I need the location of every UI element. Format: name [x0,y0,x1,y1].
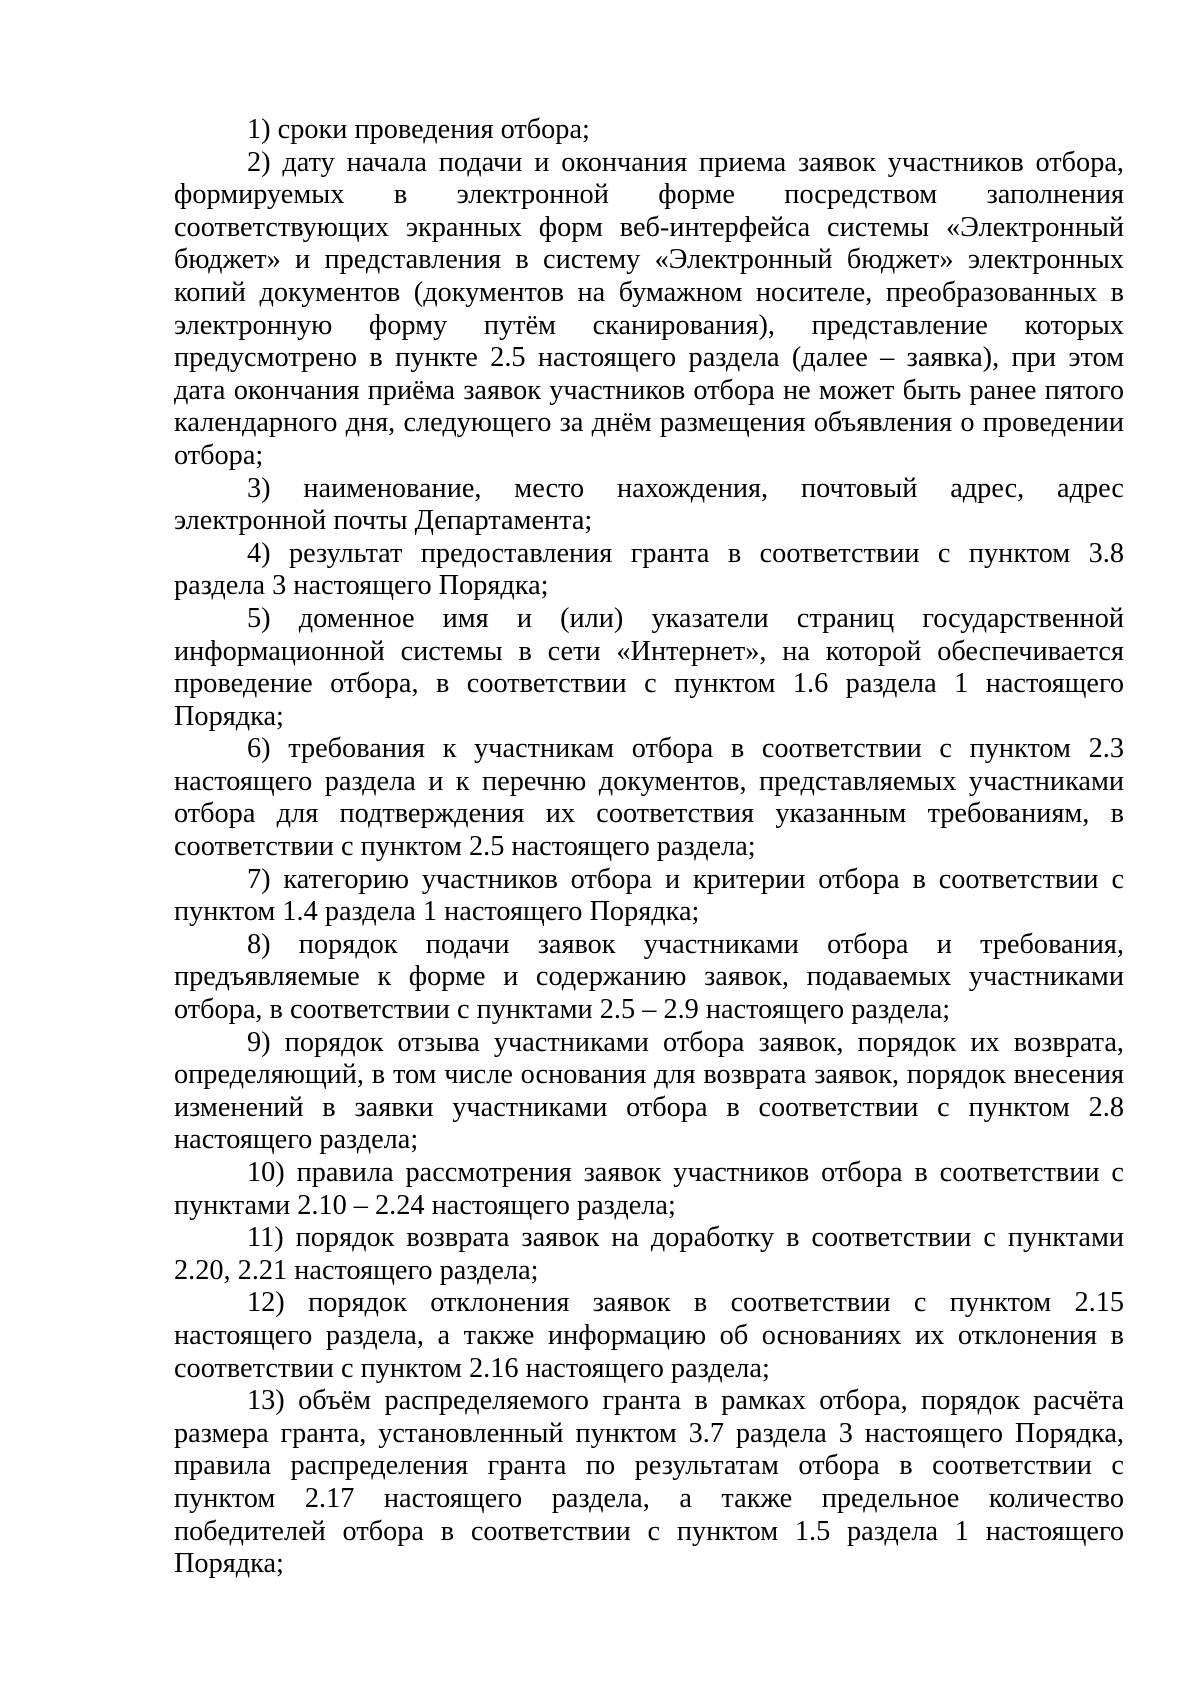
list-item-12: 12) порядок отклонения заявок в соответствии с пунктом 2.15 настоящего раздела, а также информацию об основаниях их отклонения в соответствии с пунктом 2.16 настоящего раздела; [174,1287,1124,1384]
document-page [174,114,1124,1581]
list-item-13: 13) объём распределяемого гранта в рамках отбора, порядок расчёта размера гранта, установленный пунктом 3.7 раздела 3 настоящего Порядка, правила распределения гранта по результатам отбора в соответствии с пунктом 2.17 настоящего раздела, а также предельное количество победителей отбора в соответствии с пунктом 1.5 раздела 1 настоящего Порядка; [174,1385,1124,1580]
list-item-3: 3) наименование, место нахождения, почтовый адрес, адрес электронной почты Департамента; [174,472,1124,537]
list-item-8: 8) порядок подачи заявок участниками отбора и требования, предъявляемые к форме и содержанию заявок, подаваемых участниками отбора, в соответствии с пунктами 2.5 – 2.9 настоящего раздела; [174,928,1124,1026]
list-item-11: 11) порядок возврата заявок на доработку в соответствии с пунктами 2.20, 2.21 настоящего раздела; [174,1222,1124,1286]
list-item-5: 5) доменное имя и (или) указатели страниц государственной информационной системы в сети «Интернет», на которой обеспечивается проведение отбора, в соответствии с пунктом 1.6 раздела 1 настоящего Порядка; [174,602,1124,732]
list-item-7: 7) категорию участников отбора и критерии отбора в соответствии с пунктом 1.4 раздела 1 настоящего Порядка; [174,863,1124,928]
list-item-10: 10) правила рассмотрения заявок участников отбора в соответствии с пунктами 2.10 – 2.24 настоящего раздела; [174,1157,1124,1221]
list-item-4: 4) результат предоставления гранта в соответствии с пунктом 3.8 раздела 3 настоящего Порядка; [174,537,1124,602]
list-item-1: 1) сроки проведения отбора; [247,114,590,145]
list-item-2: 2) дату начала подачи и окончания приема заявок участников отбора, формируемых в электронной форме посредством заполнения соответствующих экранных форм веб-интерфейса системы «Электронный бюджет» и представления в систему «Электронный бюджет» электронных копий документов (документов на бумажном носителе, преобразованных в электронную форму путём сканирования), представление которых предусмотрено в пункте 2.5 настоящего раздела (далее – заявка), при этом дата окончания приёма заявок участников отбора не может быть ранее пятого календарного дня, следующего за днём размещения объявления о проведении отбора; [174,146,1124,471]
list-item-9: 9) порядок отзыва участниками отбора заявок, порядок их возврата, определяющий, в том числе основания для возврата заявок, порядок внесения изменений в заявки участниками отбора в соответствии с пунктом 2.8 настоящего раздела; [174,1026,1124,1156]
list-item-6: 6) требования к участникам отбора в соответствии с пунктом 2.3 настоящего раздела и к перечню документов, представляемых участниками отбора для подтверждения их соответствия указанным требованиям, в соответствии с пунктом 2.5 настоящего раздела; [174,733,1124,863]
